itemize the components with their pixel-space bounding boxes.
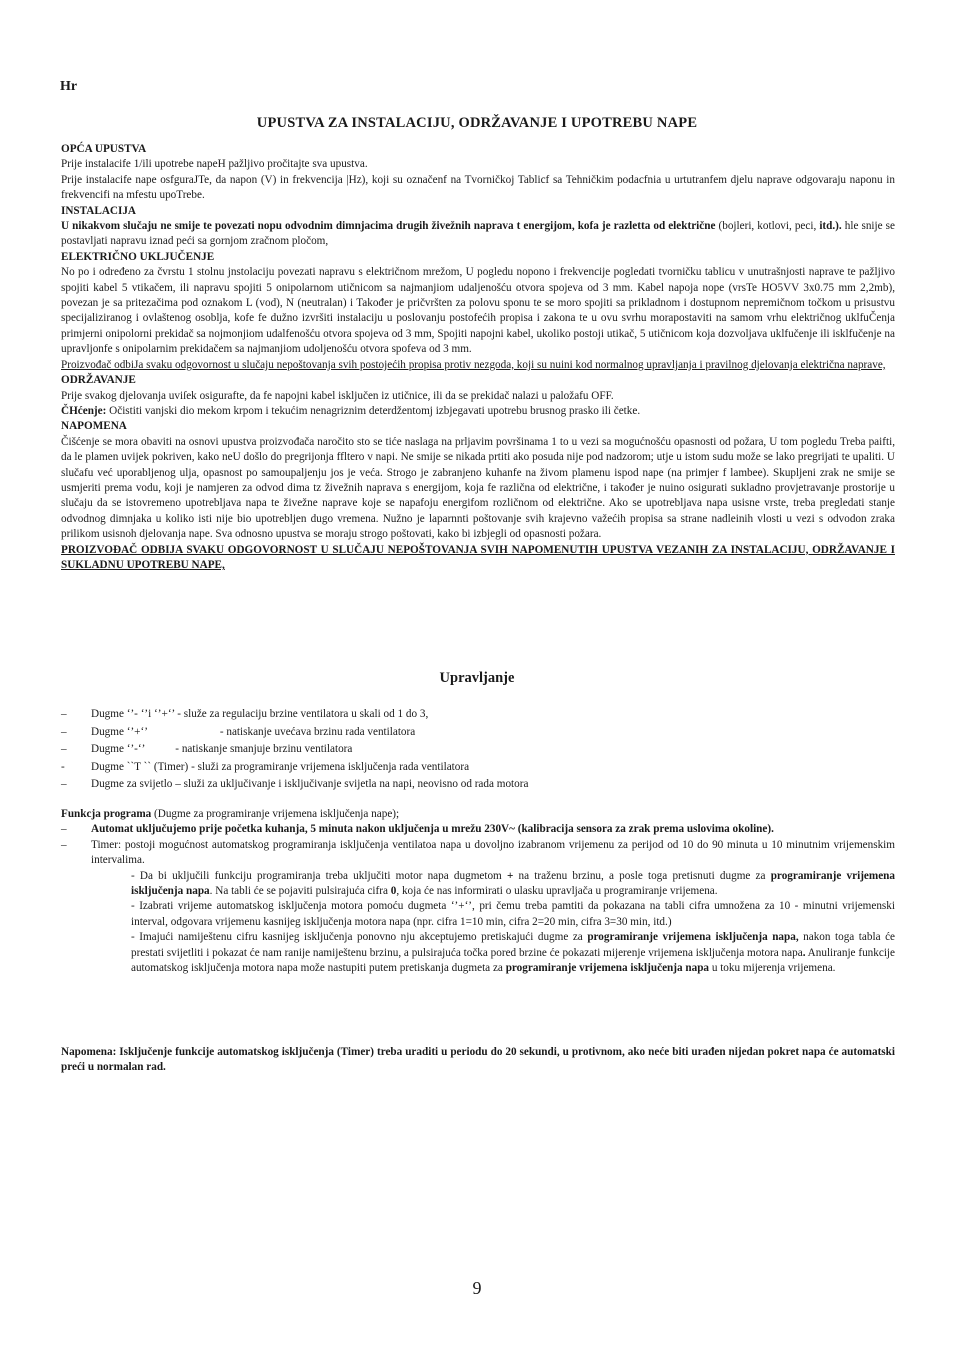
language-code: Hr	[60, 79, 78, 94]
control-label: Dugme ‘’-‘’	[91, 743, 145, 756]
control-label: Dugme ‘’- ‘’i ‘’+‘’	[91, 708, 175, 720]
heading-elektricno: ELEKTRIČNO UKLJUČENJE	[61, 250, 215, 263]
step3-c: Anuliranje funkcije automatskog isključenja motora napa može nastupiti putem pretiskanja dugmeta za	[131, 946, 895, 975]
step1-d: , koja će nas informirati o ulasku upravljača u programiranje vrijemena.	[396, 885, 718, 898]
heading-opca: OPĆA UPUSTVA	[61, 143, 147, 155]
control-desc: - služe za regulaciju brzine ventilatora u skali od 1 do 3,	[174, 708, 429, 720]
step3-bold2: .	[802, 946, 806, 959]
automat-item	[61, 822, 895, 837]
timer-item	[61, 838, 895, 869]
napomena-disclaimer: PROIZVOĐAČ ODBIJA SVAKU ODGOVORNOST U SLUČAJU NEPOŠTOVANJA SVIH NAPOMENUTIH UPUSTVA VEZANIH ZA INSTALACIJU, ODRŽAVANJE I SUKLADNU UPOTREBU NAPE,	[61, 543, 895, 571]
step3-bold3: programiranje vrijemena isključenja napa	[505, 962, 710, 975]
control-desc: - služi za programiranje vrijemena isključenja rada ventilatora	[188, 760, 470, 773]
funkcija-heading-rest: (Dugme za programiranje vrijemena isključenja nape);	[151, 808, 400, 820]
control-label: Dugme ``T `` (Timer)	[91, 760, 189, 773]
control-desc: - natiskanje uvećava brzinu rada ventilatora	[147, 725, 416, 738]
step1-plus: +	[506, 869, 514, 882]
automat-text: Automat uključujemo prije početka kuhanja, 5 minuta nakon uključenja u mrežu 230V~ (kalibracija sensora za zrak prema uslovima okoline).	[91, 823, 774, 836]
step1-bold: programiranje vrijemena isključenja napa	[131, 869, 895, 898]
instalacija-rest-b: itd.).	[819, 220, 842, 233]
list-item	[61, 724, 895, 742]
final-note: Napomena: Isključenje funkcije automatskog isključenja (Timer) treba uraditi u periodu do 20 sekundi, u protivnom, ako neće biti urađen nijedan pokret napa će automatski preći u normalan rad.	[61, 1046, 895, 1074]
step1-a: - Da bi uključili funkciju programiranja treba uključiti motor napa dugmetom	[131, 869, 507, 882]
controls-list	[61, 706, 895, 794]
heading-odrzavanje: ODRŽAVANJE	[61, 374, 136, 387]
step1-zero: 0	[390, 885, 397, 898]
opca-p2: Prije instalacife nape osfguraJTe, da napon (V) in frekvencija |Hz), koji su označenf na Tvorničkoj Tablicf sa Tehničkim podacfnia u urtutranfem djelu naprave odgovaraju naponu in frekvencifi na mfestu upoTrebe.	[61, 173, 895, 202]
bullet-dash: -	[61, 760, 65, 773]
heading-instalacija: INSTALACIJA	[61, 204, 137, 217]
instalacija-rest-c: hle snije se postavljati napravu iznad peći sa gornjom zračnom pločom,	[61, 220, 895, 248]
page-number: 9	[472, 1278, 482, 1298]
funkcija-heading-bold: Funkcja programa	[61, 808, 152, 820]
step3-bold1: programiranje vrijemena isključenja napa,	[587, 931, 799, 944]
step3-b: nakon toga tabla će prestati svijetliti i pokazat će nam ranije namiještenu brzinu, a pulsirajuća točka pored brzine će pokazati mijerenje vrijemena isključenja motora napa	[131, 931, 896, 959]
control-label: Dugme ‘’+‘’	[91, 725, 148, 738]
bullet-dash: –	[61, 725, 67, 738]
odrzavanje-p2	[61, 404, 895, 419]
control-desc: - natiskanje smanjuje brzinu ventilatora	[144, 743, 353, 756]
bullet-dash: –	[61, 708, 67, 720]
elektricno-text: No po i određeno za čvrstu 1 stolnu jnstolaciju povezati napravu s električnom mrežom, U pogledu nopono i frekvencije pogledati tvorničku tablicu v unutrašnjosti naprave te pažljivo spojiti kabel 5 vtikačem, ili napravu spojiti 5 onipolarnom utičnicom sa najmanjiom udaljenošću otvora spojeva od 3 mm. Kabel napoja nope (vrsTe HO5VV 3x0.75 mm 2,2mb), povezan je sa pritezačima pod oznakom L (vod), N (neutralan) i Također je pričvršten za polovu sponu te se moro spojiti sa prikladnom i dostupnom nepremičnom točkom u prisustvu specijaliziranog i ovlaštenog osoblja, kofe fe dužno izvršiti instalaciju u poslovanju postofećih propisa i zakona te u ovu svrhu morapostaviti na samom vrhu električnog uklfuČenja primjerni onipolorni prekidač sa nojmonjiom udalfenošću otvora spojeva od 3 mm, Spojiti napojni kabel, ukoliko postoji utikač, 5 utičnicom koja dozvoljava uklfučenje ili isklfučenje na upravljonfe s onipolarnim prekidačem sa najmanjiom udoljenošću otvora spofeva od 3 mm.	[61, 266, 895, 356]
instalacija-rest-a: (bojleri, kotlovi, peci,	[718, 220, 820, 233]
bullet-dash: –	[61, 778, 67, 791]
napomena-text: Čišćenje se mora obaviti na osnovi upustva proizvođača naročito sto se tiće naslaga na prljavim površinama 1 to u vezi sa mogućnošću opasnosti od požara, U tom pogledu Treba paifti, da le plamen uvijek pokriven, kako neU došlo do pregrijonja ffltero v napi. Ne smije se nikada prtiti ako posuda nije pod nadzorom; utje u istom sudu može se lako pregrijati te upaliti. U slučafu već uporabljenog ulja, opasnost po samoupaljenju jos je veća. Strogo je zabranjeno kuhanfe na živom plamenu ispod nape (na primjer f lambee). Skupljeni zrak ne smije se usmjeriti prema vodu, koji je namjeren za odvod dima tz živežnih naprava s energijom, koja fe različna od električne, i također je nuino osigurati sukladno provjetravanje prostorije u slučaju da se istovremeno upotrebljava napa te živežne naprave koje se napafoju energifom rozličnom od električne. Ako se upotrebljava napa usisne vrste, treba pregledati stanje odvodnog dimnjaka u koliko isti nije bio upotrebljen dugo vremena. Nužno je laparnnti poštovanje svih krajevno važećih propisa sa strane nadleinih vlosti u vezi s odvodon zraka prilikom usisnoh djelovanja nape. Sva odnosno upustva se moraju strogo poštovati, kako bi izbjegli od opasnosti požara.	[61, 435, 895, 541]
funkcija-heading	[61, 807, 895, 822]
bullet-dash: –	[61, 823, 67, 836]
odrzavanje-p1: Prije svakog djelovanja uviſek osigurafte, da fe napojni kabel isključen iz utičnice, ili da se prekidač nalazi u paložafu OFF.	[61, 389, 614, 402]
instalacija-text	[61, 219, 895, 250]
instalacija-bold: U nikakvom slučaju ne smije te povezati nopu odvodnim dimnjacima drugih živežnih naprava t energijom, kofa je razletta od električne	[61, 220, 716, 233]
upravljanje-heading: Upravljanje	[439, 670, 515, 686]
list-item	[61, 706, 895, 724]
main-body	[61, 142, 895, 573]
elektricno-disclaimer: Proizvođač odbiJa svaku odgovornost u slučaju nepoštovanja svih postojećih propisa protiv nezgoda, koji su nuini kod normalnog upravljanja i pravilnog djelovanja električna naprave,	[61, 358, 886, 371]
bullet-dash: –	[61, 743, 67, 756]
step3-d: u toku mijerenja vrijemena.	[709, 962, 836, 975]
control-desc: – služi za uključivanje i isključivanje svijetla na napi, neovisno od rada motora	[172, 778, 529, 791]
opca-p1: Prije instalacife 1/ili upotrebe napeH pažljivo pročitajte sva upustva.	[61, 158, 368, 171]
page-title: UPUSTVA ZA INSTALACIJU, ODRŽAVANJE I UPOTREBU NAPE	[256, 115, 698, 131]
step1-b: na traženu brzinu, a posle toga pretisnuti dugme za	[513, 869, 771, 882]
step-2: - Izabrati vrijeme automatskog isključenja motora pomoću dugmeta ‘’+‘’, pri čemu treba pamtiti da pokazana na tabli cifra umnožena za 10 - minutni vrijemenski interval, odgovara vrijemenu kasnijeg isključenja motora napa (npr. cifra 1=10 min, cifra 2=20 min, cifra 3=30 min, itd.)	[131, 900, 895, 928]
funkcija-programa	[61, 807, 895, 976]
step-1	[61, 869, 895, 900]
ciscenje-label: ČHćenje:	[61, 404, 107, 417]
ciscenje-text: Očistiti vanjski dio mekom krpom i tekućim nenagriznim deterdžentomj izbjegavati upotrebu brusnog prasko ili četke.	[106, 404, 641, 417]
control-label: Dugme za svijetlo	[91, 778, 173, 791]
heading-napomena: NAPOMENA	[61, 420, 127, 433]
list-item	[61, 741, 895, 759]
step1-c: . Na tabli će se pojaviti pulsirajuća cifra	[209, 885, 391, 898]
timer-text: Timer: postoji mogućnost automatskog programiranja isključenja ventilatoa napa u dovoljno izabranom vrijemenu za perijod od 10 do 90 minuta u 10 minutnim vrijemenskim intervalima.	[91, 838, 895, 867]
bullet-dash: –	[61, 838, 67, 851]
list-item	[61, 776, 895, 794]
list-item	[61, 759, 895, 777]
step-3	[61, 930, 895, 976]
step3-a: - Imajući namiještenu cifru kasnijeg isključenja ponovno nju akceptujemo pretiskajući dugme za	[131, 931, 588, 944]
